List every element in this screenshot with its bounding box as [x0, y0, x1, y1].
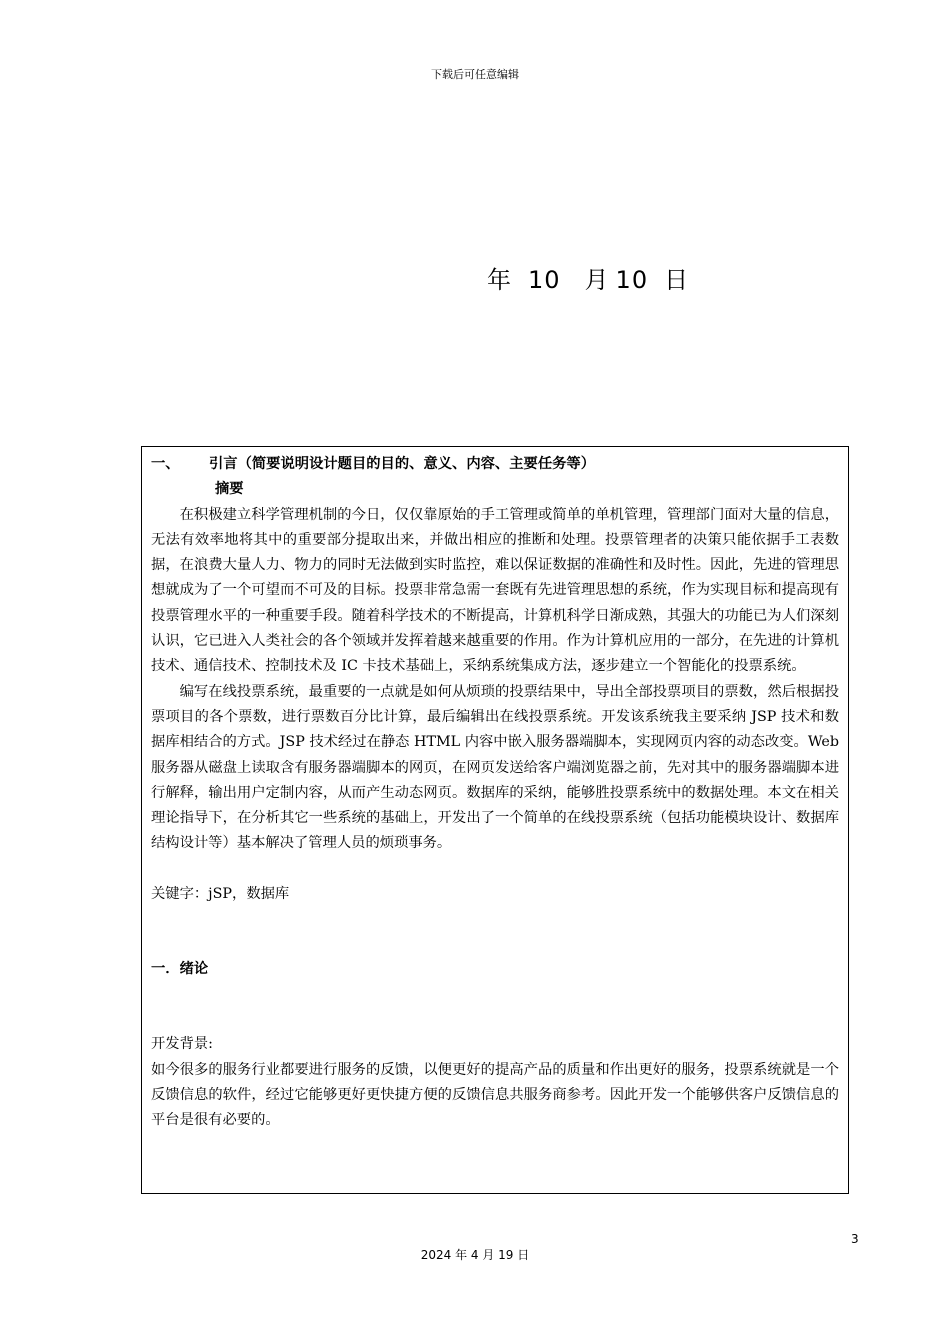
content-box: [141, 446, 849, 1194]
section-title: 引言（简要说明设计题目的目的、意义、内容、主要任务等）: [209, 456, 596, 472]
day-char: 日: [664, 266, 690, 294]
introduction-title: 一．绪论: [151, 961, 209, 978]
background-text: 如今很多的服务行业都要进行服务的反馈，以便更好的提高产品的质量和作出更好的服务，投票系统就是一个反馈信息的软件，经过它能够更好更快捷方便的反馈信息共服务商参考。因此开发一个能够供客户反馈信息的平台是很有必要的。: [151, 1061, 839, 1129]
abstract-paragraph-2: 编写在线投票系统，最重要的一点就是如何从烦琐的投票结果中，导出全部投票项目的票数，然后根据投票项目的各个票数，进行票数百分比计算，最后编辑出在线投票系统。开发该系统我主要采纳 JSP 技术和数据库相结合的方式。JSP 技术经过在静态 HTML 内容中嵌入服务器端脚本，实现网页内容的动态改变。Web 服务器从磁盘上读取含有服务器端脚本的网页，在网页发送给客户端浏览器之前，先对其中的服务器端脚本进行解释，输出用户定制内容，从而产生动态网页。数据库的采纳，能够胜投票系统中的数据处理。本文在相关理论指导下，在分析其它一些系统的基础上，开发出了一个简单的在线投票系统（包括功能模块设计、数据库结构设计等）基本解决了管理人员的烦琐事务。: [151, 683, 839, 852]
section-number: 一、: [151, 456, 180, 472]
month-char: 月: [584, 266, 610, 294]
header-note: 下载后可任意编辑: [431, 68, 519, 81]
abstract-paragraph-1: 在积极建立科学管理机制的今日，仅仅靠原始的手工管理或简单的单机管理，管理部门面对大量的信息，无法有效率地将其中的重要部分提取出来，并做出相应的推断和处理。投票管理者的决策只能依据手工表数据，在浪费大量人力、物力的同时无法做到实时监控，难以保证数据的准确性和及时性。因此，先进的管理思想就成为了一个可望而不可及的目标。投票非常急需一套既有先进管理思想的系统，作为实现目标和提高现有投票管理水平的一种重要手段。随着科学技术的不断提高，计算机科学日渐成熟，其强大的功能已为人们深刻认识，它已进入人类社会的各个领域并发挥着越来越重要的作用。作为计算机应用的一部分，在先进的计算机技术、通信技术、控制技术及 IC 卡技术基础上，采纳系统集成方法，逐步建立一个智能化的投票系统。: [151, 506, 839, 675]
section-heading: [151, 452, 839, 477]
month-value: 10: [528, 266, 561, 294]
footer-date: 2024 年 4 月 19 日: [420, 1248, 530, 1262]
background-label: 开发背景:: [151, 1036, 214, 1053]
day-value: 10: [615, 266, 649, 294]
abstract-title: 摘要: [215, 481, 244, 498]
page-number: 3: [851, 1232, 859, 1246]
signature-date: [487, 260, 689, 295]
year-char: 年: [487, 266, 512, 294]
keywords: 关键字：jSP，数据库: [151, 885, 290, 902]
